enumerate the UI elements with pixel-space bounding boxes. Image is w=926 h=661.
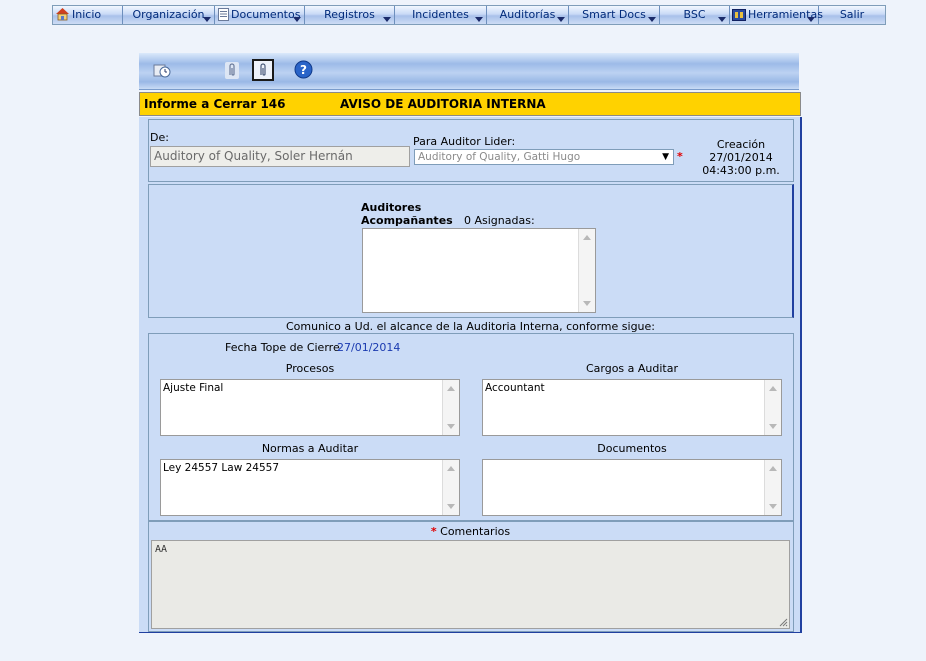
deadline-label: Fecha Tope de Cierre [225,341,340,354]
menu-salir-label: Salir [839,8,865,21]
menu-bsc-label: BSC [683,8,706,21]
sender-section [139,117,802,187]
menu-auditorias-label: Auditorías [499,8,556,21]
lead-auditor-value: Auditory of Quality, Gatti Hugo [418,151,581,163]
menu-herramientas-label: Herramientas [748,8,823,21]
chevron-down-icon [203,17,211,22]
toolbox-icon [732,7,746,21]
chevron-down-icon [718,17,726,22]
menu-organizacion[interactable] [123,6,215,24]
menu-herramientas[interactable] [730,6,823,24]
positions-field[interactable] [482,379,782,436]
deadline-value: 27/01/2014 [337,341,401,354]
scroll-down-icon [769,424,777,429]
menu-incidentes-label: Incidentes [412,8,469,21]
comments-label-row [139,525,802,538]
scrollbar[interactable] [764,460,781,515]
processes-value: Ajuste Final [163,382,224,394]
dropdown-arrow-icon: ▼ [662,152,669,162]
positions-label: Cargos a Auditar [585,362,679,375]
scrollbar[interactable] [764,380,781,435]
chevron-down-icon [475,17,483,22]
menu-documentos-label: Documentos [231,8,301,21]
positions-value: Accountant [485,382,545,394]
scroll-up-icon [583,235,591,240]
report-number: Informe a Cerrar 146 [144,97,286,111]
chevron-down-icon [807,17,815,22]
from-label: De: [150,131,169,144]
scrollbar[interactable] [442,460,459,515]
menu-organizacion-label: Organización [132,8,205,21]
documents-label: Documentos [597,442,667,455]
norms-label: Normas a Auditar [261,442,359,455]
accompanying-label-2: Acompañantes [361,214,453,227]
required-marker: * [430,525,437,538]
scope-section [139,318,802,522]
svg-text:?: ? [300,63,307,77]
accompanying-section [139,187,802,322]
document-icon [218,8,229,21]
scroll-down-icon [583,301,591,306]
help-icon[interactable] [294,60,313,79]
accompanying-label-1: Auditores [361,201,422,214]
created-date: 27/01/2014 [709,151,773,164]
main-menu-bar [52,5,886,25]
menu-inicio[interactable] [53,6,123,24]
comments-field[interactable] [151,540,790,629]
scrollbar[interactable] [578,229,595,312]
lead-auditor-label: Para Auditor Lider: [413,135,516,148]
scroll-up-icon [769,466,777,471]
chevron-down-icon [648,17,656,22]
accompanying-auditors-list[interactable] [362,228,596,313]
comments-label: Comentarios [440,525,511,538]
chevron-down-icon [293,17,301,22]
home-icon [55,7,70,21]
scroll-down-icon [447,504,455,509]
menu-bsc[interactable] [660,6,730,24]
scroll-down-icon [769,504,777,509]
processes-label: Procesos [285,362,335,375]
menu-salir[interactable] [819,6,885,24]
processes-field[interactable] [160,379,460,436]
menu-smart-docs[interactable] [569,6,660,24]
from-field[interactable]: Auditory of Quality, Soler Hernán [150,146,410,167]
assigned-count: 0 Asignadas: [464,214,535,227]
form-toolbar [139,53,799,90]
scope-intro: Comunico a Ud. el alcance de la Auditoria Interna, conforme sigue: [286,320,655,333]
scroll-up-icon [447,386,455,391]
menu-documentos[interactable] [215,6,305,24]
report-title-bar [139,92,801,116]
norms-field[interactable] [160,459,460,516]
menu-registros[interactable] [305,6,395,24]
comments-value: AA [155,544,168,555]
scrollbar[interactable] [442,380,459,435]
menu-inicio-label: Inicio [72,8,102,21]
documents-field[interactable] [482,459,782,516]
attach-icon[interactable] [225,62,239,79]
comments-section [139,521,802,633]
attach-selected-icon[interactable] [252,59,274,81]
resize-handle-icon[interactable] [779,618,788,627]
scroll-up-icon [447,466,455,471]
menu-auditorias[interactable] [487,6,569,24]
created-label: Creación [716,138,766,151]
menu-incidentes[interactable] [395,6,487,24]
menu-smart-docs-label: Smart Docs [582,8,646,21]
created-time: 04:43:00 p.m. [702,164,780,177]
scroll-up-icon [769,386,777,391]
lead-auditor-select[interactable] [414,149,674,165]
chevron-down-icon [557,17,565,22]
page-title: AVISO DE AUDITORIA INTERNA [340,97,546,111]
norms-value: Ley 24557 Law 24557 [163,462,280,474]
scroll-down-icon [447,424,455,429]
menu-registros-label: Registros [324,8,375,21]
history-icon[interactable] [153,62,171,78]
chevron-down-icon [383,17,391,22]
required-marker: * [677,150,683,163]
